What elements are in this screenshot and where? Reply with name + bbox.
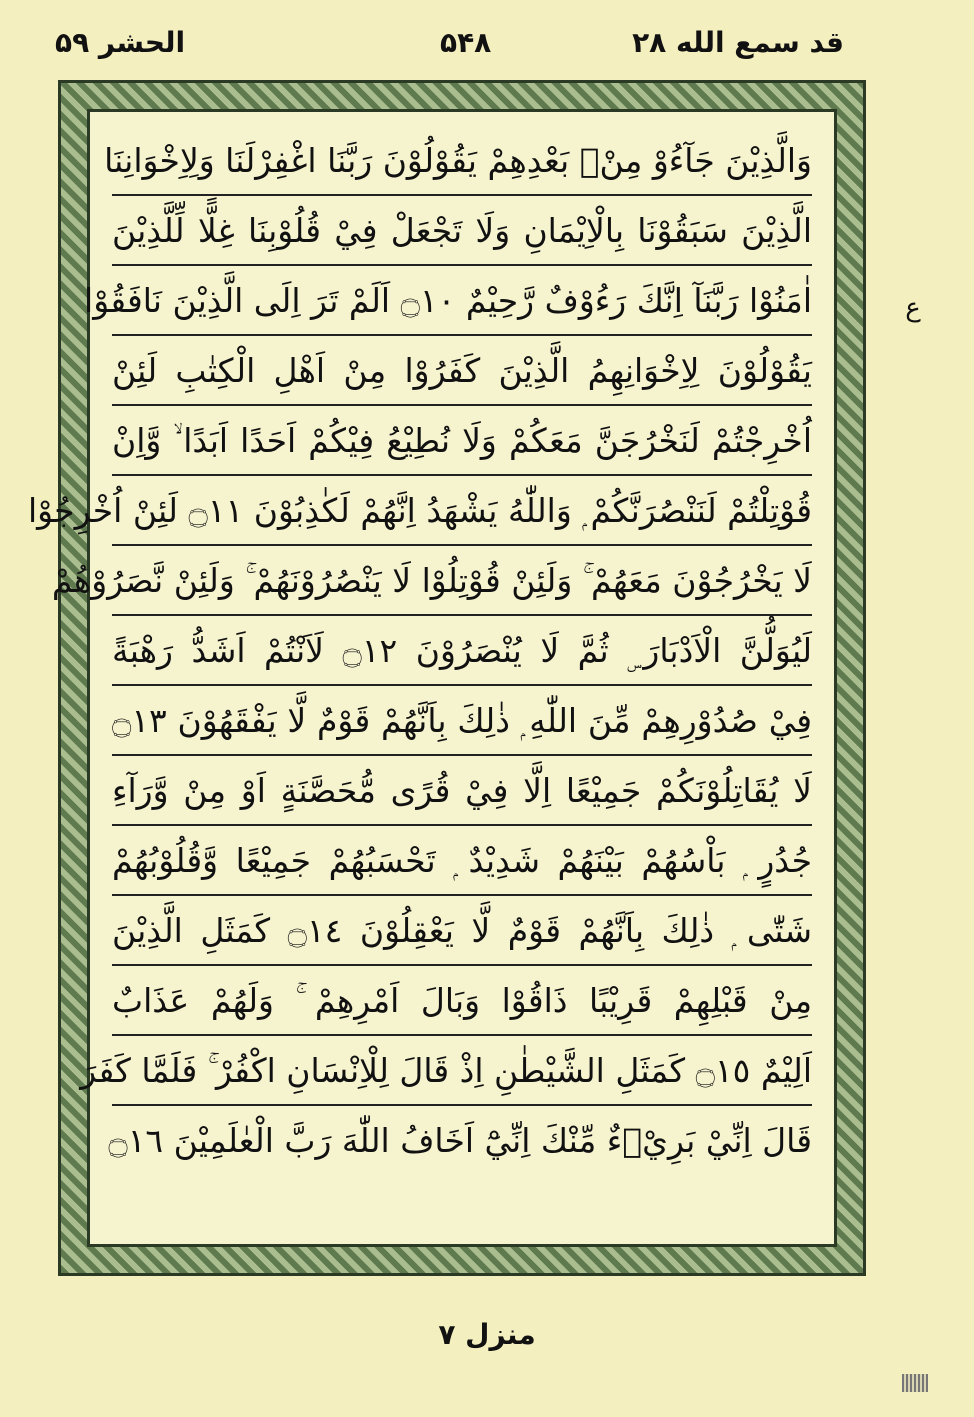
page-number: ۵۴۸ <box>440 26 492 59</box>
surah-name: الحشر ۵۹ <box>55 26 186 59</box>
manzil-footer: منزل ۷ <box>438 1318 536 1351</box>
verse-line: اٰمَنُوْا رَبَّنَآ اِنَّكَ رَءُوْفٌ رَّحِيْمٌ ۝١٠ اَلَمْ تَرَ اِلَى الَّذِيْنَ نَافَقُوْا <box>112 266 812 336</box>
ornamental-border <box>27 80 866 1276</box>
verse-line: لَا يُقَاتِلُوْنَكُمْ جَمِيْعًا اِلَّا فِيْ قُرًى مُّحَصَّنَةٍ اَوْ مِنْ وَّرَآءِ <box>112 756 812 826</box>
verse-line: قَالَ اِنِّيْ بَرِيْۗءٌ مِّنْكَ اِنِّيْٓ اَخَافُ اللّٰهَ رَبَّ الْعٰلَمِيْنَ ۝١٦ <box>108 1121 812 1160</box>
verse-line: قُوْتِلْتُمْ لَنَنْصُرَنَّكُمْ ۭ وَاللّٰهُ يَشْهَدُ اِنَّهُمْ لَكٰذِبُوْنَ ۝١١ لَئِنْ اُخْرِجُوْا <box>112 476 812 546</box>
verse-line: لَا يَخْرُجُوْنَ مَعَهُمْ ۚ وَلَئِنْ قُوْتِلُوْا لَا يَنْصُرُوْنَهُمْ ۚ وَلَئِنْ نَّصَرُوْهُمْ <box>112 546 812 616</box>
ruku-marker: ع <box>905 293 921 323</box>
verse-line: يَقُوْلُوْنَ لِاِخْوَانِهِمُ الَّذِيْنَ كَفَرُوْا مِنْ اَهْلِ الْكِتٰبِ لَئِنْ <box>112 336 812 406</box>
verse-line: شَتّٰى ۭ ذٰلِكَ بِاَنَّهُمْ قَوْمٌ لَّا يَعْقِلُوْنَ ۝١٤ كَمَثَلِ الَّذِيْنَ <box>112 896 812 966</box>
para-name: قد سمع الله ۲۸ <box>632 26 844 59</box>
text-panel <box>27 109 837 1247</box>
verse-line: مِنْ قَبْلِهِمْ قَرِيْبًا ذَاقُوْا وَبَالَ اَمْرِهِمْ ۚ وَلَهُمْ عَذَابٌ <box>112 966 812 1036</box>
verse-line: اُخْرِجْتُمْ لَنَخْرُجَنَّ مَعَكُمْ وَلَا نُطِيْعُ فِيْكُمْ اَحَدًا اَبَدًا ۙ وَّاِنْ <box>112 406 812 476</box>
verse-line: وَالَّذِيْنَ جَآءُوْ مِنْۢ بَعْدِهِمْ يَقُوْلُوْنَ رَبَّنَا اغْفِرْلَنَا وَلِاِخْوَانِنَا <box>112 126 812 196</box>
verse-line: الَّذِيْنَ سَبَقُوْنَا بِالْاِيْمَانِ وَلَا تَجْعَلْ فِيْ قُلُوْبِنَا غِلًّا لِّلَّذِيْنَ <box>112 196 812 266</box>
verse-line: فِيْ صُدُوْرِهِمْ مِّنَ اللّٰهِ ۭ ذٰلِكَ بِاَنَّهُمْ قَوْمٌ لَّا يَفْقَهُوْنَ ۝١٣ <box>112 686 812 756</box>
verse-line: اَلِيْمٌ ۝١٥ كَمَثَلِ الشَّيْطٰنِ اِذْ قَالَ لِلْاِنْسَانِ اكْفُرْ ۚ فَلَمَّا كَفَرَ <box>112 1036 812 1106</box>
page-header <box>0 18 974 68</box>
verse-line: لَيُوَلُّنَّ الْاَدْبَارَ ۣ ثُمَّ لَا يُنْصَرُوْنَ ۝١٢ لَاَنْتُمْ اَشَدُّ رَهْبَةً <box>112 616 812 686</box>
verse-line: جُدُرٍ ۭ بَاْسُهُمْ بَيْنَهُمْ شَدِيْدٌ ۭ تَحْسَبُهُمْ جَمِيْعًا وَّقُلُوْبُهُمْ <box>112 826 812 896</box>
print-mark <box>902 1374 928 1392</box>
